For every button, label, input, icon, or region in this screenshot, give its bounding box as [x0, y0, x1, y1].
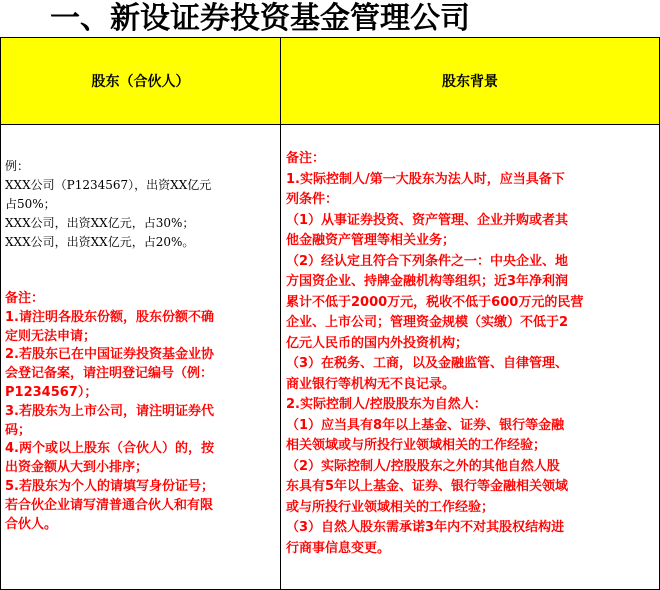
- right-note-line: 东具有5年以上基金、证券、银行等金融相关领域: [286, 479, 569, 494]
- right-note-line: 1.实际控制人/第一大股东为法人时，应当具备下: [286, 171, 565, 187]
- example-line: XXX公司，出资XX亿元，占30%；: [5, 216, 195, 230]
- page-title: 一、新设证券投资基金管理公司: [50, 1, 470, 36]
- left-note-line: 1.请注明各股东份额，股东份额不确: [5, 309, 214, 325]
- left-notes: [5, 290, 279, 534]
- left-note-line: 5.若股东为个人的请填写身份证号；: [5, 478, 214, 494]
- right-note-line: 亿元人民币的国内外投资机构；: [286, 335, 469, 351]
- shareholder-cell: [0, 124, 281, 590]
- right-note-line: （2）实际控制人/控股股东之外的其他自然人股: [286, 458, 560, 474]
- right-note-line: 企业、上市公司；管理资金规模（实缴）不低于2: [286, 315, 569, 330]
- right-note-line: 相关领域或与所投行业领域相关的工作经验；: [286, 438, 547, 453]
- header-shareholder: 股东（合伙人）: [0, 37, 281, 125]
- right-note-line: 商业银行等机构无不良记录。: [286, 376, 456, 392]
- left-note-line: 出资金额从大到小排序；: [5, 460, 149, 476]
- left-note-line: 4.两个或以上股东（合伙人）的，按: [5, 441, 214, 457]
- right-note-line: （1）应当具有8年以上基金、证券、银行等金融: [286, 417, 565, 433]
- right-note-line: 2.实际控制人/控股股东为自然人：: [286, 397, 487, 412]
- left-note-line: 定则无法申请；: [5, 328, 97, 344]
- example-block: [5, 157, 275, 252]
- header-shareholder-background: 股东背景: [280, 37, 660, 125]
- right-note-line: 行商事信息变更。: [286, 540, 391, 556]
- left-notes-label: 备注：: [5, 291, 45, 306]
- right-note-line: 方国资企业、持牌金融机构等组织；近3年净利润: [286, 274, 569, 289]
- right-note-line: 或与所投行业领域相关的工作经验；: [286, 499, 495, 515]
- right-note-line: 他金融资产管理等相关业务；: [286, 233, 456, 248]
- left-note-line: P1234567）；: [5, 384, 98, 400]
- example-line: XXX公司，出资XX亿元，占20%。: [5, 235, 195, 249]
- left-note-line: 2.若股东已在中国证券投资基金业协: [5, 347, 214, 363]
- left-note-line: 3.若股东为上市公司，请注明证券代: [5, 403, 214, 419]
- right-note-line: 累计不低于2000万元，税收不低于600万元的民营: [286, 294, 584, 310]
- right-notes: [286, 149, 656, 559]
- background-cell: [280, 124, 660, 590]
- right-note-line: （1）从事证券投资、资产管理、企业并购或者其: [286, 212, 569, 228]
- left-note-line: 会登记备案，请注明登记编号（例：: [5, 366, 214, 382]
- right-note-line: （3）在税务、工商，以及金融监管、自律管理、: [286, 356, 569, 371]
- right-note-line: （3）自然人股东需承诺3年内不对其股权结构进: [286, 520, 565, 535]
- shareholder-table: [0, 37, 660, 590]
- right-note-line: 列条件：: [286, 192, 339, 207]
- example-label: 例：: [5, 159, 30, 173]
- left-note-line: 若合伙企业请写清普通合伙人和有限: [5, 497, 214, 513]
- right-notes-label: 备注：: [286, 151, 326, 166]
- example-line: XXX公司（P1234567），出资XX亿元: [5, 178, 212, 192]
- left-note-line: 合伙人。: [5, 516, 58, 532]
- left-note-line: 码；: [5, 422, 32, 438]
- right-note-line: （2）经认定且符合下列条件之一：中央企业、地: [286, 253, 569, 269]
- example-line: 占50%；: [5, 197, 56, 211]
